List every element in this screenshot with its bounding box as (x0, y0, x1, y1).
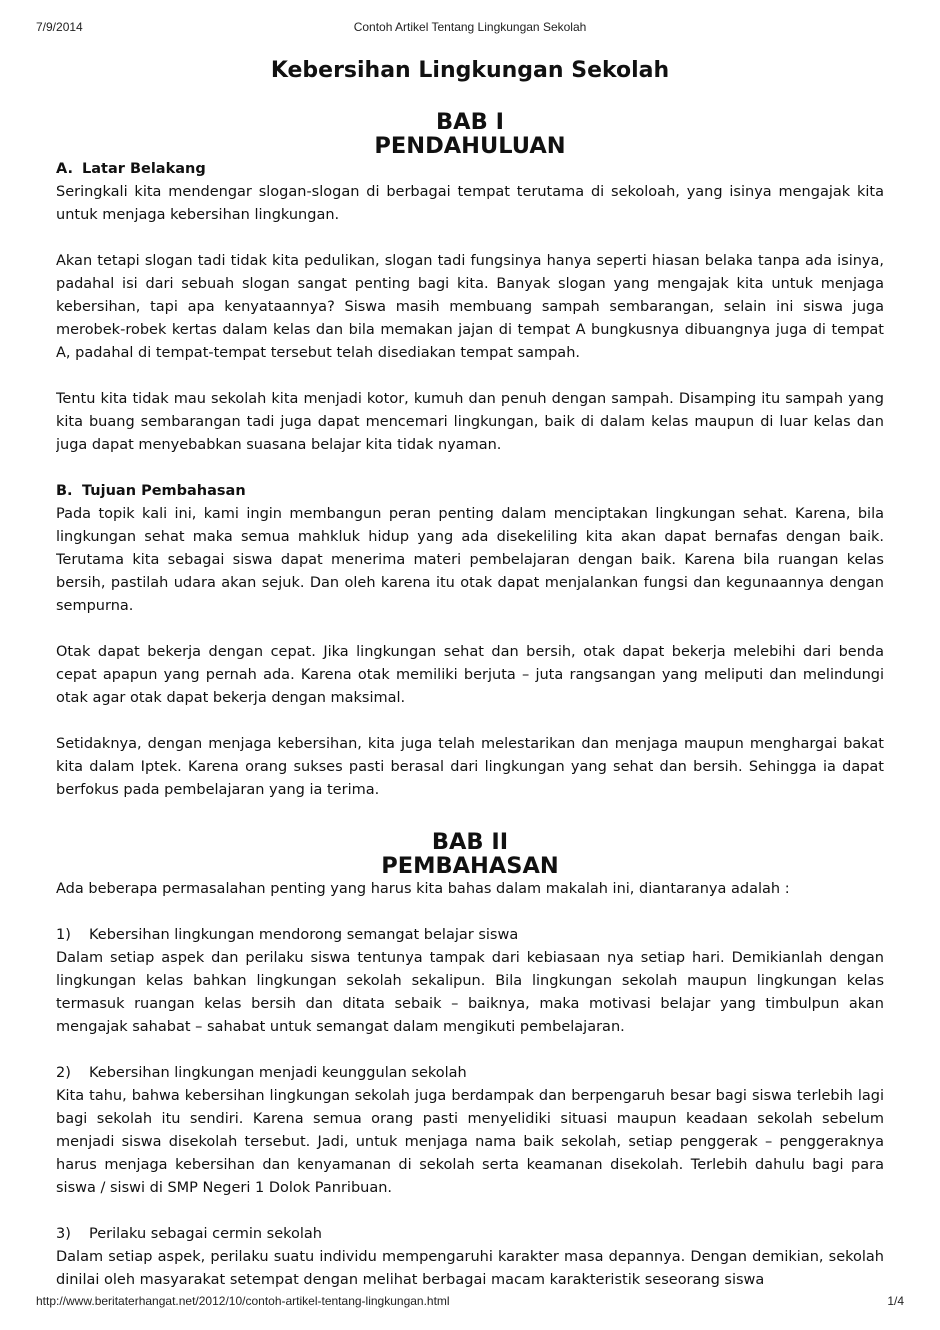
section-number: B. (56, 483, 73, 499)
intro-paragraph: Ada beberapa permasalahan penting yang harus kita bahas dalam makalah ini, diantaranya adalah : (56, 881, 790, 897)
chapter-title: PEMBAHASAN (381, 853, 559, 879)
paragraph: Tentu kita tidak mau sekolah kita menjadi kotor, kumuh dan penuh dengan sampah. Disamping itu sampah yang kita buang sembarangan tadi juga dapat mencemari lingkungan, baik di dalam kelas maupun di luar kelas dan juga dapat menyebabkan suasana belajar kita tidak nyaman. (56, 391, 884, 453)
list-item-heading (56, 1223, 884, 1246)
list-item-number: 3) (56, 1226, 71, 1242)
list-item-heading (56, 924, 884, 947)
list-item-title: Kebersihan lingkungan mendorong semangat belajar siswa (89, 927, 519, 943)
chapter-title: PENDAHULUAN (374, 133, 566, 159)
section-title: Tujuan Pembahasan (82, 483, 246, 499)
section-heading-latar-belakang (56, 158, 884, 181)
page-header (36, 20, 904, 36)
paragraph: Seringkali kita mendengar slogan-slogan di berbagai tempat terutama di sekoloah, yang isinya mengajak kita untuk menjaga kebersihan lingkungan. (56, 184, 884, 223)
list-item-text: Kita tahu, bahwa kebersihan lingkungan sekolah juga berdampak dan berpengaruh besar bagi siswa terlebih lagi bagi sekolah itu sendiri. Karena semua orang pasti menyelidiki situasi maupun keadaan sekolah sebelum menjadi siswa disekolah tersebut. Jadi, untuk menjaga nama baik sekolah, setiap penggerak – penggeraknya harus menjaga kebersihan dan kenyamanan di sekolah serta keamanan disekolah. Terlebih dahulu bagi para siswa / siswi di SMP Negeri 1 Dolok Panribuan. (56, 1088, 884, 1196)
chapter-heading-bab1 (56, 110, 884, 158)
header-doc-title: Contoh Artikel Tentang Lingkungan Sekolah (353, 20, 587, 34)
list-item-text: Dalam setiap aspek dan perilaku siswa tentunya tampak dari kebiasaan nya setiap hari. Demikianlah dengan lingkungan kelas bahkan lingkungan sekolah sekalipun. Bila lingkungan sekolah maupun lingkungan kelas termasuk ruangan kelas bersih dan ditata sebaik – baiknya, maka motivasi belajar yang timbulpun akan mengajak sahabat – sahabat untuk semangat dalam mengikuti pembelajaran. (56, 950, 884, 1035)
list-item-text: Dalam setiap aspek, perilaku suatu individu mempengaruhi karakter masa depannya. Dengan demikian, sekolah dinilai oleh masyarakat setempat dengan melihat berbagai macam karakteristik seseorang siswa (56, 1249, 884, 1288)
list-item-title: Perilaku sebagai cermin sekolah (89, 1226, 322, 1242)
chapter-number: BAB I (436, 109, 504, 135)
source-url: http://www.beritaterhangat.net/2012/10/contoh-artikel-tentang-lingkungan.html (36, 1294, 450, 1308)
section-title: Latar Belakang (82, 161, 206, 177)
page-footer (36, 1294, 904, 1310)
list-item-title: Kebersihan lingkungan menjadi keunggulan sekolah (89, 1065, 467, 1081)
list-item-number: 2) (56, 1065, 71, 1081)
section-number: A. (56, 161, 73, 177)
page-number: 1/4 (887, 1294, 904, 1308)
paragraph: Setidaknya, dengan menjaga kebersihan, kita juga telah melestarikan dan menjaga maupun menghargai bakat kita dalam Iptek. Karena orang sukses pasti berasal dari lingkungan yang sehat dan bersih. Sehingga ia dapat berfokus pada pembelajaran yang ia terima. (56, 736, 884, 798)
chapter-number: BAB II (431, 829, 509, 855)
chapter-heading-bab2 (56, 830, 884, 878)
paragraph: Pada topik kali ini, kami ingin membangun peran penting dalam menciptakan lingkungan sehat. Karena, bila lingkungan sehat maka semua mahkluk hidup yang ada disekeliling kita akan dapat bernafas dengan baik. Terutama kita sebagai siswa dapat menerima materi pembelajaran dengan baik. Karena bila ruangan kelas bersih, pastilah udara akan sejuk. Dan oleh karena itu otak dapat menjalankan fungsi dan kegunaannya dengan sempurna. (56, 506, 884, 614)
paragraph: Akan tetapi slogan tadi tidak kita pedulikan, slogan tadi fungsinya hanya seperti hiasan belaka tanpa ada isinya, padahal isi dari sebuah slogan sangat penting bagi kita. Banyak slogan yang mengajak kita untuk menjaga kebersihan, tapi apa kenyataannya? Siswa masih membuang sampah sembarangan, selain ini siswa juga merobek-robek kertas dalam kelas dan bila memakan jajan di tempat A bungkusnya dibuangnya juga di tempat A, padahal di tempat-tempat tersebut telah disediakan tempat sampah. (56, 253, 884, 361)
article-body (56, 52, 884, 1288)
list-item-heading (56, 1062, 884, 1085)
section-heading-tujuan-pembahasan (56, 480, 884, 503)
list-item-number: 1) (56, 927, 71, 943)
print-date: 7/9/2014 (36, 20, 83, 34)
article-title: Kebersihan Lingkungan Sekolah (270, 58, 670, 83)
paragraph: Otak dapat bekerja dengan cepat. Jika lingkungan sehat dan bersih, otak dapat bekerja melebihi dari benda cepat apapun yang pernah ada. Karena otak memiliki berjuta – juta rangsangan yang meliputi dan melindungi otak agar otak dapat bekerja dengan maksimal. (56, 644, 884, 706)
